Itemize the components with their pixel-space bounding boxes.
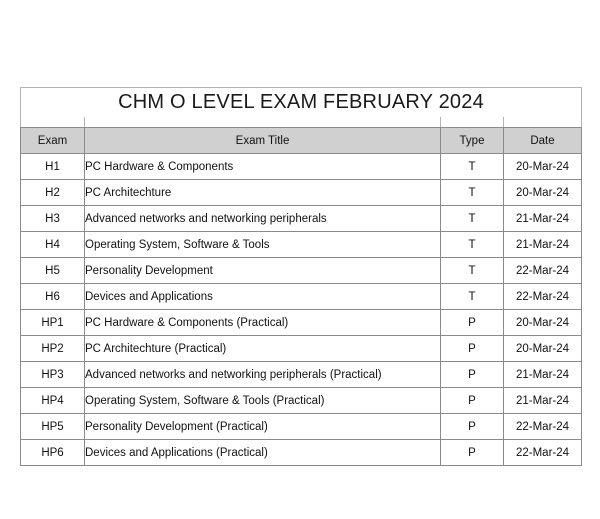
exam-schedule-table xyxy=(20,87,582,466)
exam-title-cell: PC Architechture xyxy=(85,180,441,206)
exam-code-cell: HP2 xyxy=(21,336,85,362)
exam-code-cell: HP4 xyxy=(21,388,85,414)
exam-type-cell: T xyxy=(441,284,504,310)
exam-code-cell: HP6 xyxy=(21,440,85,466)
exam-type-cell: T xyxy=(441,206,504,232)
table-row xyxy=(21,284,582,310)
table-row xyxy=(21,232,582,258)
table-row xyxy=(21,258,582,284)
table-row xyxy=(21,388,582,414)
exam-title-cell: Operating System, Software & Tools (Practical) xyxy=(85,388,441,414)
exam-title-cell: PC Architechture (Practical) xyxy=(85,336,441,362)
table-row xyxy=(21,206,582,232)
exam-type-cell: T xyxy=(441,258,504,284)
table-row xyxy=(21,362,582,388)
exam-type-cell: P xyxy=(441,414,504,440)
exam-type-cell: P xyxy=(441,336,504,362)
exam-type-cell: P xyxy=(441,388,504,414)
table-row xyxy=(21,440,582,466)
exam-code-cell: HP3 xyxy=(21,362,85,388)
title-row xyxy=(21,88,582,118)
exam-title-cell: Advanced networks and networking peripherals (Practical) xyxy=(85,362,441,388)
exam-title-cell: Operating System, Software & Tools xyxy=(85,232,441,258)
spacer-row xyxy=(21,117,582,128)
exam-date-cell: 21-Mar-24 xyxy=(504,362,582,388)
exam-date-cell: 20-Mar-24 xyxy=(504,180,582,206)
exam-date-cell: 21-Mar-24 xyxy=(504,206,582,232)
exam-date-cell: 22-Mar-24 xyxy=(504,258,582,284)
header-exam-title: Exam Title xyxy=(85,128,441,154)
exam-code-cell: H6 xyxy=(21,284,85,310)
table-row xyxy=(21,154,582,180)
exam-code-cell: H1 xyxy=(21,154,85,180)
table-row xyxy=(21,180,582,206)
exam-title-cell: Devices and Applications xyxy=(85,284,441,310)
exam-code-cell: HP1 xyxy=(21,310,85,336)
exam-date-cell: 22-Mar-24 xyxy=(504,284,582,310)
table-row xyxy=(21,336,582,362)
header-type: Type xyxy=(441,128,504,154)
exam-date-cell: 21-Mar-24 xyxy=(504,388,582,414)
exam-title-cell: Personality Development xyxy=(85,258,441,284)
exam-type-cell: P xyxy=(441,362,504,388)
exam-date-cell: 22-Mar-24 xyxy=(504,414,582,440)
exam-title-cell: Advanced networks and networking peripherals xyxy=(85,206,441,232)
exam-date-cell: 20-Mar-24 xyxy=(504,310,582,336)
table-row xyxy=(21,414,582,440)
exam-date-cell: 20-Mar-24 xyxy=(504,154,582,180)
exam-date-cell: 22-Mar-24 xyxy=(504,440,582,466)
exam-type-cell: T xyxy=(441,180,504,206)
header-date: Date xyxy=(504,128,582,154)
table-row xyxy=(21,310,582,336)
exam-type-cell: T xyxy=(441,232,504,258)
exam-title-cell: Devices and Applications (Practical) xyxy=(85,440,441,466)
exam-code-cell: H3 xyxy=(21,206,85,232)
exam-type-cell: P xyxy=(441,310,504,336)
exam-title-cell: PC Hardware & Components xyxy=(85,154,441,180)
sheet-title: CHM O LEVEL EXAM FEBRUARY 2024 xyxy=(21,88,582,118)
header-row xyxy=(21,128,582,154)
exam-date-cell: 21-Mar-24 xyxy=(504,232,582,258)
exam-type-cell: T xyxy=(441,154,504,180)
header-exam: Exam xyxy=(21,128,85,154)
exam-title-cell: Personality Development (Practical) xyxy=(85,414,441,440)
exam-type-cell: P xyxy=(441,440,504,466)
exam-date-cell: 20-Mar-24 xyxy=(504,336,582,362)
exam-code-cell: H2 xyxy=(21,180,85,206)
exam-title-cell: PC Hardware & Components (Practical) xyxy=(85,310,441,336)
exam-code-cell: HP5 xyxy=(21,414,85,440)
exam-code-cell: H4 xyxy=(21,232,85,258)
exam-code-cell: H5 xyxy=(21,258,85,284)
